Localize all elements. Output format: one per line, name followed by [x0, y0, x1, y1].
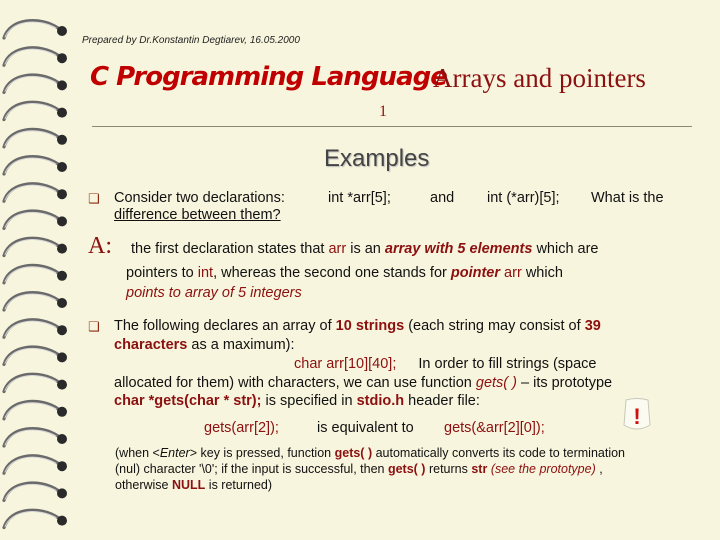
- note-line2: [115, 462, 603, 476]
- q2-line4: [114, 375, 612, 391]
- q2-text: as a maximum):: [191, 337, 295, 353]
- answer-text: which are: [536, 241, 599, 257]
- answer-line2: [126, 265, 563, 281]
- note-text: is returned): [208, 478, 273, 492]
- q2-line1: [114, 318, 601, 334]
- answer-label: A:: [88, 233, 112, 259]
- q2-line5: [114, 393, 480, 409]
- note-func: gets( ): [334, 446, 373, 460]
- prepared-by: Prepared by Dr.Konstantin Degtiarev, 16.05.2000: [82, 35, 300, 46]
- q2-line3: [294, 356, 597, 372]
- q2-func: gets( ): [475, 375, 517, 391]
- q2-text: (each string may consist of: [408, 318, 581, 334]
- note-text: returns: [428, 462, 468, 476]
- title-c-programming: C Programming Language: [90, 62, 447, 92]
- answer-text: is an: [350, 241, 381, 257]
- q2-text: is specified in: [265, 393, 353, 409]
- note-line3: [115, 478, 272, 492]
- q2-line2: [114, 337, 295, 353]
- exclamation-mark: !: [633, 404, 641, 429]
- note-func: gets( ): [387, 462, 426, 476]
- answer-int: int: [197, 265, 214, 281]
- q1-line1: Consider two declarations:: [114, 190, 285, 206]
- answer-text: pointers to: [126, 265, 194, 281]
- note-text: > key is pressed, function: [189, 446, 332, 460]
- note-text: ,: [599, 462, 603, 476]
- q2-emphasis: 10 strings: [335, 318, 405, 334]
- bullet-icon: ❑: [88, 192, 100, 207]
- q1-decl2: int (*arr)[5];: [487, 190, 560, 206]
- q2-text: allocated for them) with characters, we can use function: [114, 375, 472, 391]
- q2-emphasis: characters: [114, 337, 188, 353]
- note-null: NULL: [171, 478, 206, 492]
- q1-decl1: int *arr[5];: [328, 190, 391, 206]
- q1-what: What is the: [591, 190, 664, 206]
- answer-arr: arr: [328, 241, 347, 257]
- note-text: (nul) character '\0'; if the input is successful, then: [115, 462, 385, 476]
- answer-text: which: [525, 265, 563, 281]
- answer-text: , whereas the second one stands for: [213, 265, 447, 281]
- page-number: 1: [379, 103, 387, 120]
- q2-example1: gets(arr[2]);: [204, 420, 279, 436]
- header-divider: [92, 126, 692, 127]
- answer-line1: [131, 241, 599, 257]
- q2-emphasis: 39: [584, 318, 601, 334]
- q2-example2: gets(&arr[2][0]);: [444, 420, 545, 436]
- answer-line3: points to array of 5 integers: [126, 285, 302, 301]
- note-text: otherwise: [115, 478, 169, 492]
- q1-and: and: [430, 190, 455, 206]
- answer-text: the first declaration states that: [131, 241, 325, 257]
- q2-text: In order to fill strings (space: [418, 356, 597, 372]
- q1-line2: difference between them?: [114, 207, 281, 223]
- bullet-icon: ❑: [88, 320, 100, 335]
- note-text: (when <: [115, 446, 160, 460]
- q2-text: – its prototype: [521, 375, 613, 391]
- exclamation-icon: [622, 397, 652, 435]
- q2-equivalent: is equivalent to: [317, 420, 414, 436]
- note-str: str: [471, 462, 488, 476]
- note-text: automatically converts its code to termination: [375, 446, 626, 460]
- answer-arr: arr: [504, 265, 522, 281]
- q2-code: char *gets(char * str);: [114, 393, 262, 409]
- section-heading: Examples: [324, 145, 430, 172]
- q2-header: stdio.h: [356, 393, 405, 409]
- q2-code: char arr[10][40];: [294, 356, 397, 372]
- spiral-binding-icon: [0, 0, 80, 540]
- note-prototype: (see the prototype): [490, 462, 596, 476]
- answer-emphasis: array with 5 elements: [384, 241, 533, 257]
- title-arrays-pointers: Arrays and pointers: [433, 63, 646, 93]
- q2-text: header file:: [408, 393, 480, 409]
- answer-emphasis: pointer: [450, 265, 501, 281]
- note-line1: [115, 446, 625, 460]
- note-enter: Enter: [159, 446, 190, 460]
- q2-text: The following declares an array of: [114, 318, 332, 334]
